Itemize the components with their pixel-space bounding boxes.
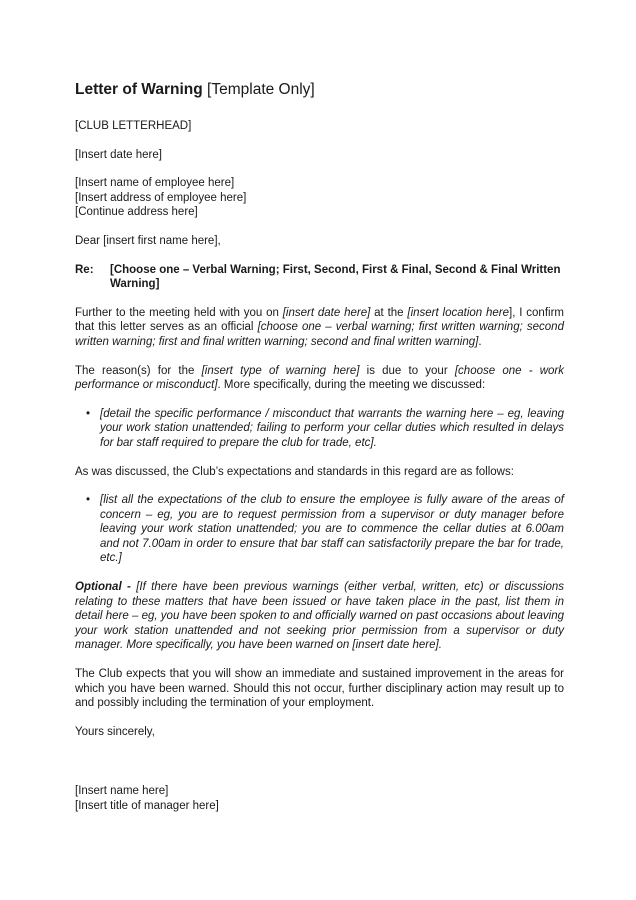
title-main: Letter of Warning [75, 81, 203, 98]
address-line-street: [Insert address of employee here] [75, 191, 247, 204]
bullet-expectations-text: [list all the expectations of the club to ensure the employee is fully aware of the areas of concern – eg, you are to request permission from a supervisor or duty manager before leaving your work station unattended; you are to commence the cellar duties at 6.00am and not 7.00am in order to ensure that bar staff can satisfactorily prepare the bar for trade, etc.] [100, 494, 564, 565]
closing-line: Yours sincerely, [75, 725, 155, 738]
bullet-item-detail [75, 407, 564, 451]
address-line-name: [Insert name of employee here] [75, 177, 235, 190]
bullet-marker: • [86, 407, 91, 420]
page-title [75, 80, 564, 100]
re-subject-line [75, 263, 564, 292]
address-block [75, 176, 564, 220]
signature-space [75, 753, 564, 784]
bullet-item-expectations [75, 493, 564, 566]
paragraph-optional: Optional - [If there have been previous warnings (either verbal, written, etc) or discussions relating to these matters that have been issued or have taken place in the past, list them in detail here – eg, you have been spoken to and officially warned on past occasions about leaving your work station unattended and not seeking prior permission from a supervisor or duty manager. More specifically, you have been warned on [insert date here]. [75, 581, 564, 652]
re-label: Re: [75, 263, 94, 276]
bullet-detail-text: [detail the specific performance / misconduct that warrants the warning here – eg, leaving your work station unattended; failing to perform your cellar duties which resulted in delays for bar staff required to prepare the club for trade, etc]. [100, 407, 564, 449]
bullet-marker: • [86, 494, 91, 507]
signature-name-placeholder: [Insert name here] [75, 785, 169, 798]
salutation: Dear [insert first name here], [75, 234, 221, 247]
letterhead-placeholder: [CLUB LETTERHEAD] [75, 120, 192, 132]
paragraph-improvement: The Club expects that you will show an immediate and sustained improvement in the areas for which you have been warned. Should this not occur, further disciplinary action may result up to and possibly including the termination of your employment. [75, 668, 564, 710]
paragraph-reason: The reason(s) for the [insert type of warning here] is due to your [choose one - work performance or misconduct]. More specifically, during the meeting we discussed: [75, 364, 564, 392]
signature-title-placeholder: [Insert title of manager here] [75, 800, 219, 812]
address-line-continue: [Continue address here] [75, 206, 198, 219]
signature-block [75, 784, 564, 813]
re-subject: [Choose one – Verbal Warning; First, Second, First & Final, Second & Final Written Warning] [110, 263, 561, 291]
paragraph-expectations: As was discussed, the Club’s expectations and standards in this regard are as follows: [75, 465, 514, 478]
paragraph-confirmation: Further to the meeting held with you on [insert date here] at the [insert location here], I confirm that this letter serves as an official [choose one – verbal warning; first written warning; second written warning; first and final written warning; second and final written warning]. [75, 306, 564, 348]
title-suffix: [Template Only] [202, 81, 315, 98]
date-placeholder: [Insert date here] [75, 148, 162, 161]
